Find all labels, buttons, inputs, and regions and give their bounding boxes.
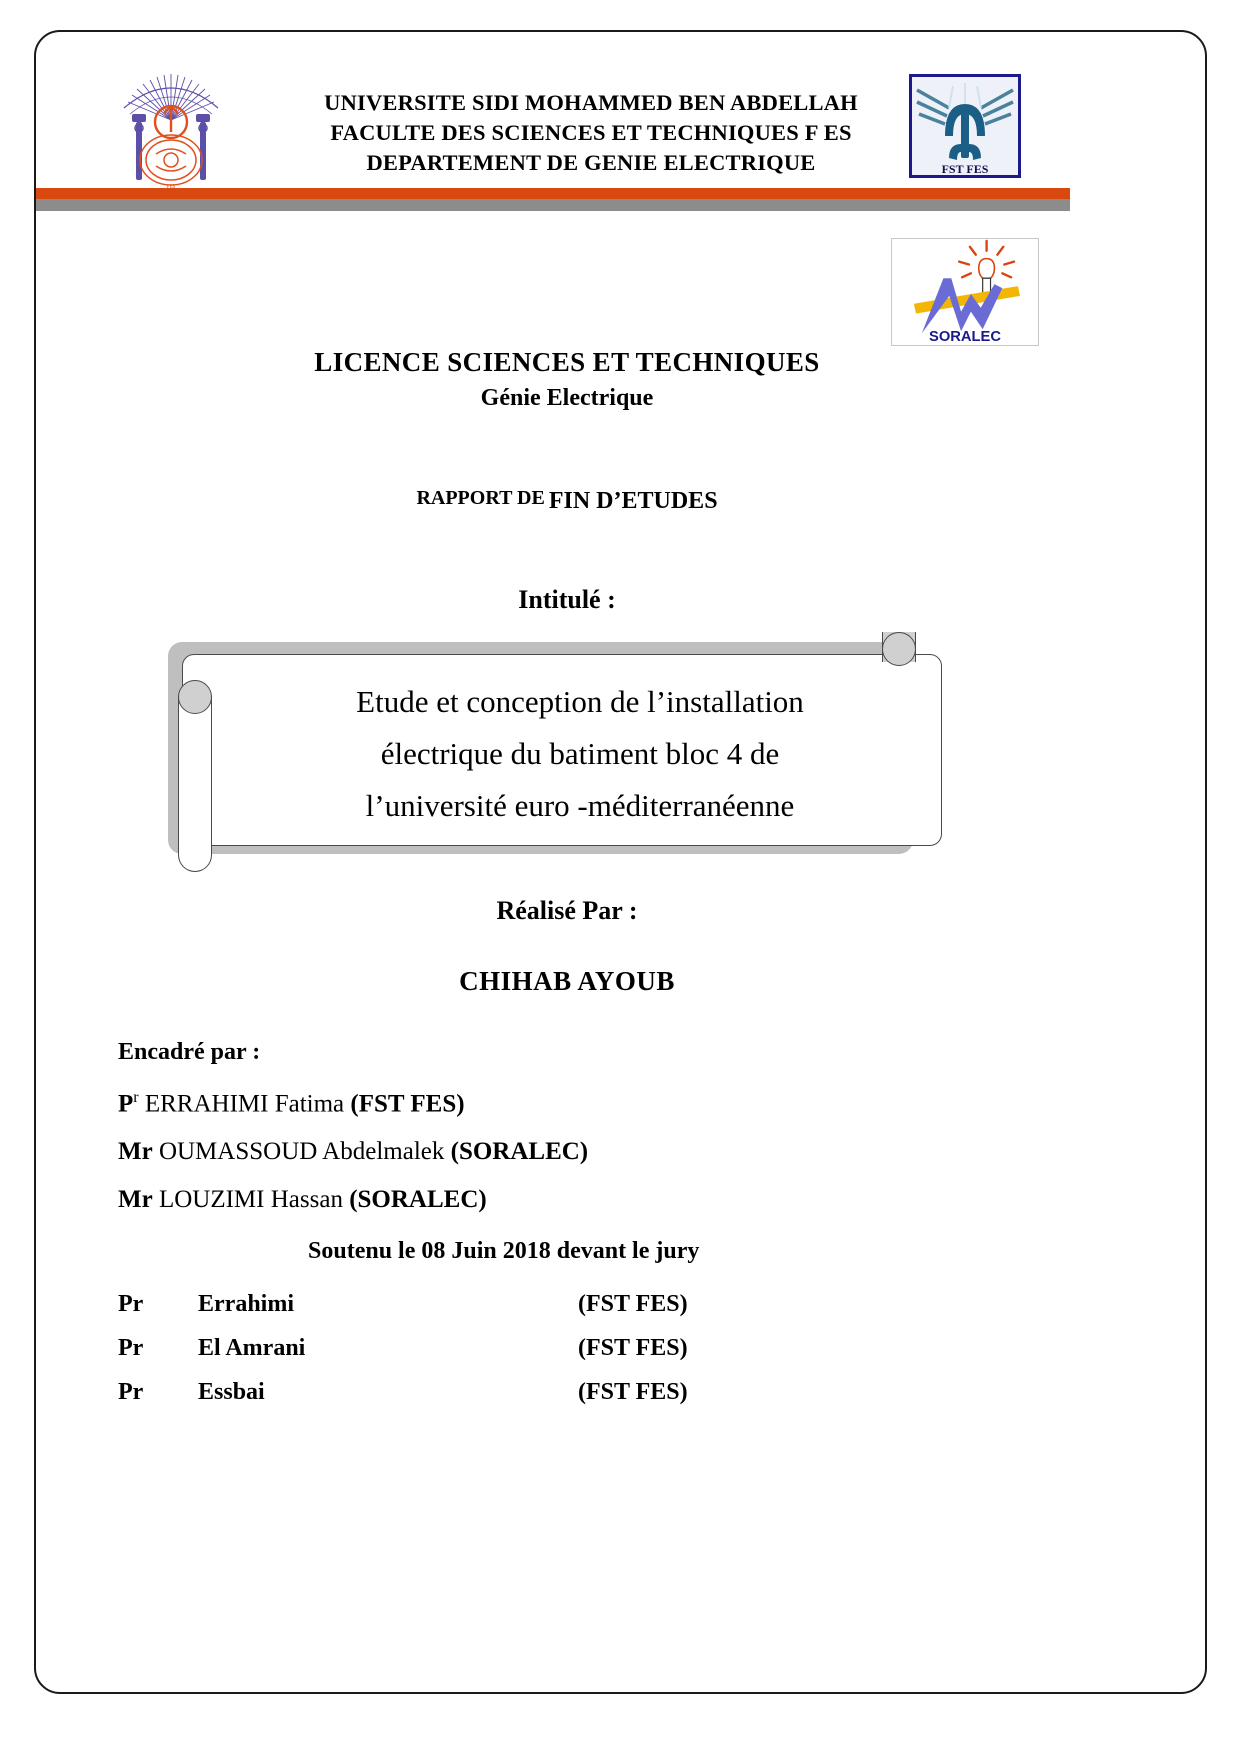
- jury-name: El Amrani: [198, 1335, 306, 1361]
- supervisor-org: (SORALEC): [349, 1186, 487, 1214]
- jury-row: [118, 1370, 798, 1414]
- supervisors-label: Encadré par :: [118, 1039, 261, 1065]
- supervisor-row: [118, 1128, 1018, 1176]
- university-name-line-1: UNIVERSITE SIDI MOHAMMED BEN ABDELLAH: [324, 90, 858, 115]
- usmba-university-logo: [108, 62, 234, 190]
- university-name-line-3: DEPARTEMENT DE GENIE ELECTRIQUE: [366, 150, 816, 175]
- jury-org: (FST FES): [578, 1291, 688, 1317]
- supervisor-org: (FST FES): [350, 1090, 465, 1118]
- jury-name: Essbai: [198, 1379, 265, 1405]
- separator-bar-gray: [36, 199, 1070, 211]
- jury-title: Pr: [118, 1291, 144, 1317]
- supervisor-name: LOUZIMI Hassan: [152, 1186, 350, 1214]
- jury-row: [118, 1282, 798, 1326]
- project-title-line-1: Etude et conception de l’installation: [356, 684, 804, 719]
- document-header: [36, 32, 1205, 184]
- university-name-line-2: FACULTE DES SCIENCES ET TECHNIQUES F ES: [330, 120, 852, 145]
- banner-curl-right-icon: [882, 632, 916, 666]
- soralec-logo-text: SORALEC: [929, 329, 1001, 345]
- banner-curl-left-tail: [178, 696, 212, 872]
- supervisor-title: Mr: [118, 1186, 153, 1214]
- author-label: Réalisé Par :: [496, 896, 638, 925]
- jury-title: Pr: [118, 1335, 144, 1361]
- jury-list: [118, 1282, 798, 1414]
- project-title-line-3: l’université euro -méditerranéenne: [365, 788, 795, 823]
- degree-title: LICENCE SCIENCES ET TECHNIQUES: [314, 347, 820, 377]
- supervisor-row: [118, 1176, 1018, 1224]
- supervisor-title: Mr: [118, 1138, 153, 1166]
- university-title-block: [246, 88, 936, 178]
- supervisor-row: [118, 1074, 1018, 1128]
- jury-org: (FST FES): [578, 1335, 688, 1361]
- jury-title: Pr: [118, 1379, 144, 1405]
- project-title: [230, 676, 930, 832]
- author-name: CHIHAB AYOUB: [459, 966, 675, 996]
- fst-logo-text: FST FES: [941, 162, 989, 176]
- supervisor-name: OUMASSOUD Abdelmalek: [152, 1138, 451, 1166]
- banner-curl-left-icon: [178, 680, 212, 714]
- title-scroll-banner: [160, 628, 950, 894]
- jury-name: Errahimi: [198, 1291, 294, 1317]
- report-type-prefix: RAPPORT DE: [416, 487, 545, 509]
- supervisor-org: (SORALEC): [450, 1138, 589, 1166]
- jury-row: [118, 1326, 798, 1370]
- degree-block: [36, 345, 1098, 415]
- intitule-label: Intitulé :: [518, 585, 616, 614]
- supervisor-name: ERRAHIMI Fatima: [138, 1090, 351, 1118]
- supervisor-title-superscript: r: [133, 1089, 139, 1106]
- soralec-logo: [891, 238, 1039, 346]
- report-type-suffix: FIN D’ETUDES: [548, 488, 718, 514]
- supervisor-title: P: [118, 1090, 134, 1118]
- report-type-line: [36, 484, 1098, 514]
- separator-bar-orange: [36, 188, 1070, 199]
- degree-subtitle: Génie Electrique: [480, 385, 654, 411]
- supervisors-block: [118, 1030, 1018, 1224]
- fst-fes-logo: [909, 74, 1021, 178]
- defense-date-line: Soutenu le 08 Juin 2018 devant le jury: [308, 1238, 700, 1264]
- jury-org: (FST FES): [578, 1379, 688, 1405]
- project-title-line-2: électrique du batiment bloc 4 de: [380, 736, 780, 771]
